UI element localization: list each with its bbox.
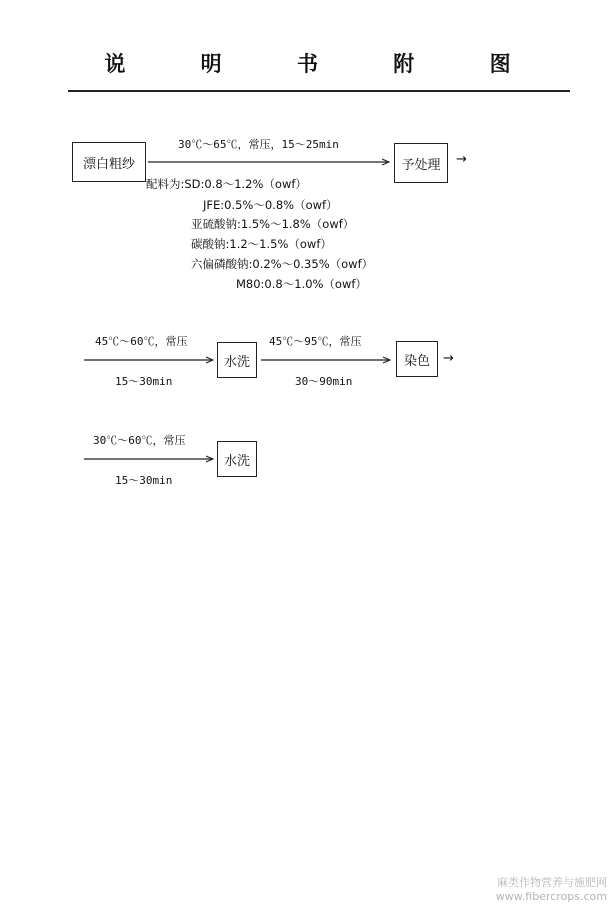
step2a-condition-bottom: 15～30min	[115, 375, 173, 388]
box-bleached-roving: 漂白粗纱	[72, 142, 146, 182]
step2b-condition-top: 45℃～95℃，常压	[269, 335, 362, 348]
formula-line-3: 亚硫酸钠:1.5%～1.8%（owf）	[191, 217, 355, 231]
step2a-condition-top: 45℃～60℃，常压	[95, 335, 188, 348]
formula-line-4: 碳酸钠:1.2～1.5%（owf）	[191, 237, 332, 251]
formula-line-6: M80:0.8～1.0%（owf）	[236, 277, 367, 291]
box-water-wash-2: 水洗	[217, 441, 257, 477]
watermark-line-1: 麻类作物营养与施肥网	[497, 876, 607, 889]
box-pretreatment: 予处理	[394, 143, 448, 183]
watermark	[496, 876, 607, 904]
step1-continue-arrow: →	[456, 152, 467, 167]
step2-continue-arrow: →	[443, 351, 454, 366]
step3-condition-top: 30℃～60℃，常压	[93, 434, 186, 447]
step3-condition-bottom: 15～30min	[115, 474, 173, 487]
watermark-line-2: www.fibercrops.com	[495, 890, 607, 903]
step1-condition: 30℃～65℃，常压，15～25min	[178, 138, 339, 151]
formula-line-1: 配料为:SD:0.8～1.2%（owf）	[146, 177, 307, 191]
box-dyeing: 染色	[396, 341, 438, 377]
formula-line-2: JFE:0.5%～0.8%（owf）	[203, 198, 338, 212]
page-title: 说 明 书 附 图	[104, 52, 545, 76]
formula-line-5: 六偏磷酸钠:0.2%～0.35%（owf）	[191, 257, 374, 271]
box-water-wash-1: 水洗	[217, 342, 257, 378]
step2b-condition-bottom: 30～90min	[295, 375, 353, 388]
